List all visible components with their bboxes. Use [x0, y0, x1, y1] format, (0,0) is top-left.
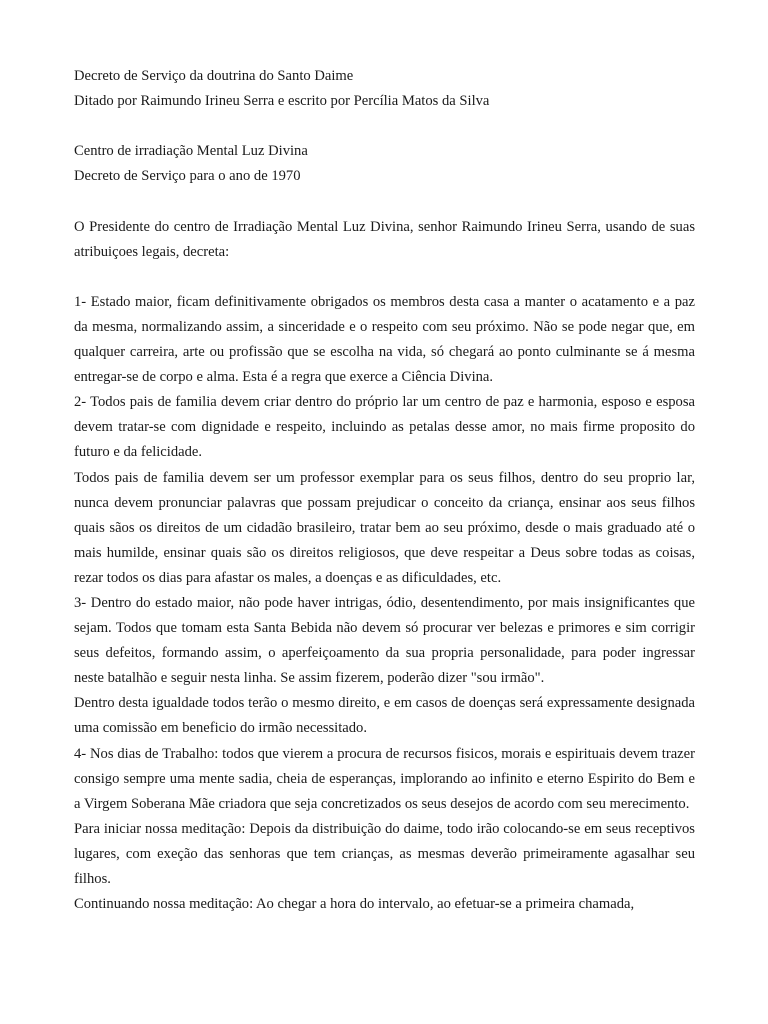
paragraph-7: Para iniciar nossa meditação: Depois da distribuição do daime, todo irão colocando-se em seus receptivos lugares, com exeção das senhoras que tem crianças, as mesmas deverão primeiramente agasalhar seu filhos.: [74, 820, 695, 887]
paragraph-8: Continuando nossa meditação: Ao chegar a hora do intervalo, ao efetuar-se a primeira chamada,: [74, 896, 635, 913]
spacer: [74, 114, 695, 139]
intro-paragraph: O Presidente do centro de Irradiação Mental Luz Divina, senhor Raimundo Irineu Serra, usando de suas atribuiçoes legais, decreta:: [74, 218, 695, 260]
paragraph-2: 2- Todos pais de familia devem criar dentro do próprio lar um centro de paz e harmonia, esposo e esposa devem tratar-se com dignidade e respeito, incluindo as petalas desse amor, no mais firme proposito do futuro e da felicidade.: [74, 394, 695, 461]
spacer: [74, 265, 695, 290]
document-page: [74, 64, 695, 917]
paragraph-1: 1- Estado maior, ficam definitivamente obrigados os membros desta casa a manter o acatamento e a paz da mesma, normalizando assim, a sinceridade e o respeito com seu próximo. Não se pode negar que, em qualquer carreira, arte ou profissão que se escolha na vida, só chegará ao ponto culminante se á mesma entregar-se de corpo e alma. Esta é a regra que exerce a Ciência Divina.: [74, 293, 695, 386]
doc-title: Decreto de Serviço da doutrina do Santo Daime: [74, 68, 354, 84]
spacer: [74, 189, 695, 214]
center-name: Centro de irradiação Mental Luz Divina: [74, 143, 308, 160]
paragraph-4: 3- Dentro do estado maior, não pode haver intrigas, ódio, desentendimento, por mais insignificantes que sejam. Todos que tomam esta Santa Bebida não devem só procurar ver belezas e primores e sim corrigir seus defeitos, formando assim, o aperfeiçoamento da sua propria personalidade, para poder ingressar neste batalhão e seguir nesta linha. Se assim fizerem, poderão dizer "sou irmão".: [74, 594, 695, 687]
paragraph-5: Dentro desta igualdade todos terão o mesmo direito, e em casos de doenças será expressamente designada uma comissão em beneficio do irmão necessitado.: [74, 695, 695, 737]
paragraph-3: Todos pais de familia devem ser um professor exemplar para os seus filhos, dentro do seu proprio lar, nunca devem pronunciar palavras que possam prejudicar o conceito da criança, ensinar aos seus filhos quais sãos os direitos de um cidadão brasileiro, tratar bem ao seu próximo, desde o mais graduado até o mais humilde, ensinar quais são os direitos religiosos, que deve respeitar a Deus sobre todas as coisas, rezar todos os dias para afastar os males, a doenças e as dificuldades, etc.: [74, 469, 695, 586]
doc-author-line: Ditado por Raimundo Irineu Serra e escrito por Percília Matos da Silva: [74, 93, 490, 110]
paragraph-6: 4- Nos dias de Trabalho: todos que vierem a procura de recursos fisicos, morais e espirituais devem trazer consigo sempre uma mente sadia, cheia de esperanças, implorando ao infinito e eterno Espirito do Bem e a Virgem Soberana Mãe criadora que seja concretizados os seus desejos de acordo com seu merecimento.: [74, 745, 695, 812]
decree-year: Decreto de Serviço para o ano de 1970: [74, 168, 301, 185]
